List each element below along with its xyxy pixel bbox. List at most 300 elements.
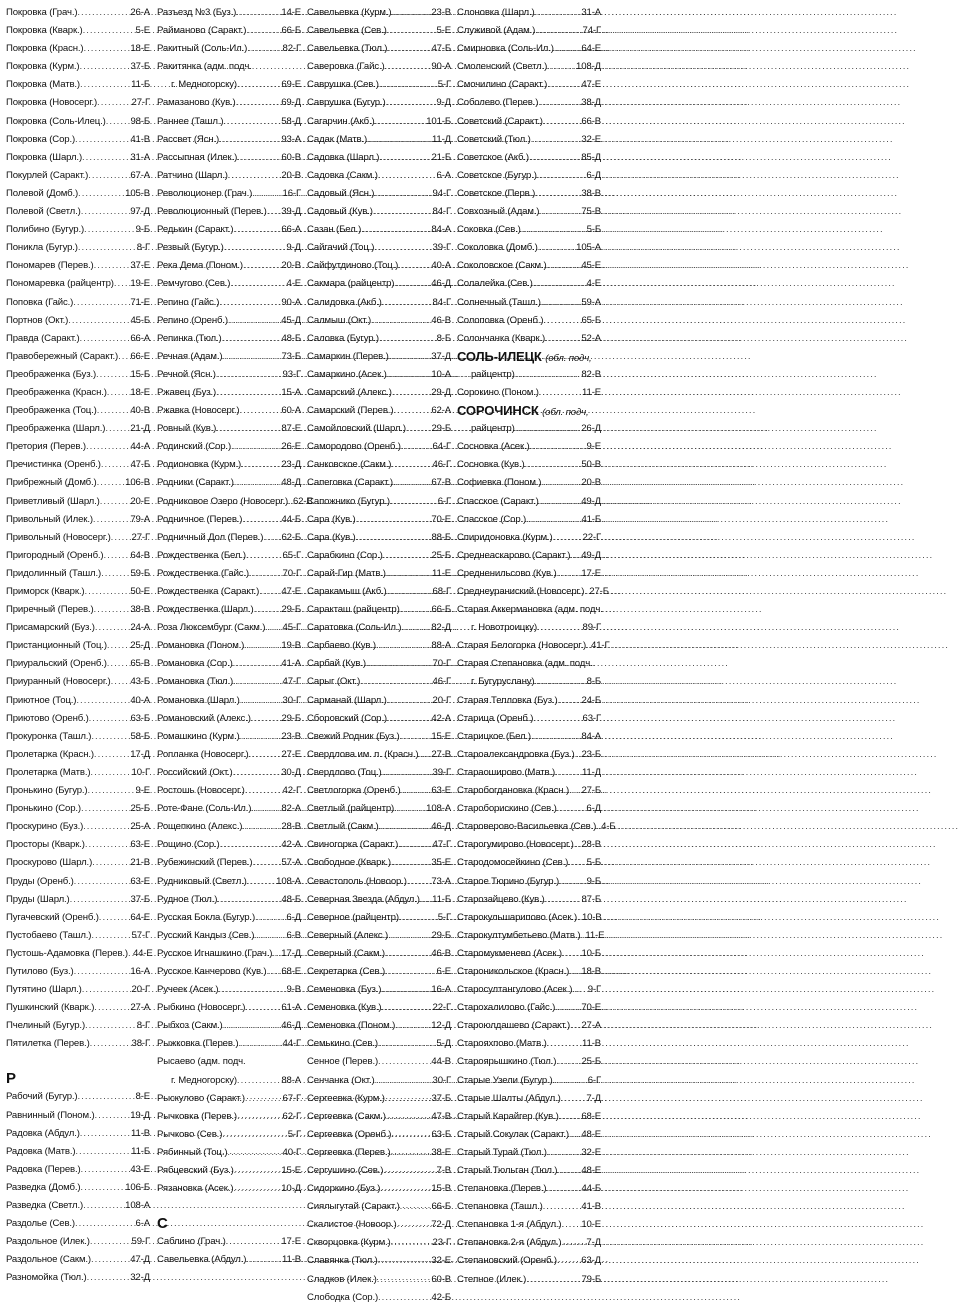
leader-dots bbox=[387, 22, 436, 40]
leader-dots bbox=[387, 692, 432, 710]
index-entry bbox=[307, 746, 451, 764]
place-name: Пролетарка (Красн.) bbox=[6, 748, 94, 760]
place-name: Среднеаскарово (Саракт.) bbox=[457, 549, 571, 561]
map-reference: 29-Б bbox=[431, 929, 451, 941]
map-reference: 63-Б bbox=[431, 1128, 451, 1140]
map-reference: 67-Г bbox=[282, 1092, 301, 1104]
place-name: Санковское (Сакм.) bbox=[307, 459, 392, 471]
index-entry bbox=[457, 474, 601, 492]
map-reference: 8-Е bbox=[135, 1091, 150, 1103]
map-reference: 44-А bbox=[130, 441, 150, 453]
leader-dots bbox=[386, 565, 431, 583]
index-entry bbox=[457, 728, 601, 746]
leader-dots bbox=[401, 782, 431, 800]
index-entry bbox=[6, 1215, 150, 1233]
index-entry bbox=[307, 999, 451, 1017]
place-name: Самарский (Алекс.) bbox=[307, 386, 392, 398]
index-entry bbox=[157, 547, 301, 565]
place-name: Пруды (Оренб.) bbox=[6, 875, 74, 887]
map-reference: 62-Б bbox=[281, 531, 301, 543]
map-reference: 59-Г bbox=[131, 1236, 150, 1248]
index-entry bbox=[307, 76, 451, 94]
place-name: Светлогорка (Оренб.) bbox=[307, 785, 401, 797]
index-entry bbox=[6, 746, 150, 764]
index-entry bbox=[307, 1271, 451, 1289]
index-entry bbox=[457, 76, 601, 94]
map-reference: 63-Д bbox=[581, 1255, 601, 1267]
leader-dots bbox=[243, 257, 280, 275]
index-entry bbox=[457, 40, 601, 58]
map-reference: 84-А bbox=[431, 224, 451, 236]
map-reference: 82-Г bbox=[282, 43, 301, 55]
place-name: Ракитный (Соль-Ил.) bbox=[157, 43, 248, 55]
index-entry bbox=[6, 945, 153, 963]
leader-dots bbox=[379, 330, 436, 348]
map-reference: 60-А bbox=[281, 405, 301, 417]
place-name: Сергеевка (Курм.) bbox=[307, 1092, 385, 1104]
map-reference: 5-Е bbox=[436, 25, 451, 37]
leader-dots bbox=[535, 4, 581, 22]
index-entry bbox=[157, 239, 301, 257]
place-name: Родинский (Сор.) bbox=[157, 441, 231, 453]
index-entry-continued bbox=[457, 619, 601, 637]
index-entry bbox=[457, 294, 601, 312]
leader-dots bbox=[374, 185, 431, 203]
index-entry bbox=[157, 113, 301, 131]
leader-dots bbox=[539, 203, 580, 221]
leader-dots bbox=[251, 710, 281, 728]
place-name: Степановка 1-я (Абдул.) bbox=[457, 1219, 562, 1231]
leader-dots bbox=[266, 963, 280, 981]
map-reference: 19-В bbox=[281, 640, 301, 652]
place-name: Разномойка (Тюл.) bbox=[6, 1272, 87, 1284]
map-reference: 101-Б bbox=[426, 115, 451, 127]
place-name: Самородово (Оренб.) bbox=[307, 441, 401, 453]
map-reference: 79-Б bbox=[581, 1273, 601, 1285]
map-reference: 24-А bbox=[130, 622, 150, 634]
leader-dots bbox=[75, 1215, 135, 1233]
leader-dots bbox=[234, 1162, 281, 1180]
place-name: Сарбай (Кув.) bbox=[307, 658, 366, 670]
place-name: Староярышкино (Тюл.) bbox=[457, 1056, 557, 1068]
map-reference: 12-Д bbox=[431, 1020, 451, 1032]
place-name: Романовский (Алекс.) bbox=[157, 712, 251, 724]
leader-dots bbox=[78, 185, 124, 203]
place-name: Старый Турай (Тюл.) bbox=[457, 1146, 547, 1158]
map-reference: 47-Г bbox=[432, 839, 451, 851]
leader-dots bbox=[387, 40, 430, 58]
index-entry bbox=[457, 927, 605, 945]
leader-dots bbox=[525, 456, 581, 474]
leader-dots bbox=[401, 619, 430, 637]
place-name: Рычково (Сев.) bbox=[157, 1128, 223, 1140]
map-reference: 66-А bbox=[130, 332, 150, 344]
map-reference: 9-В bbox=[286, 984, 301, 996]
map-reference: 15-Е bbox=[281, 1165, 301, 1176]
leader-dots bbox=[569, 963, 580, 981]
index-column-1 bbox=[6, 4, 153, 1287]
map-reference: 5-Г bbox=[287, 1128, 301, 1140]
map-reference: 11-В bbox=[582, 1038, 601, 1050]
map-reference: 29-Д bbox=[431, 386, 451, 398]
index-entry bbox=[457, 547, 601, 565]
index-entry bbox=[157, 348, 301, 366]
map-reference: 62-Г bbox=[282, 1110, 301, 1122]
leader-dots bbox=[89, 710, 130, 728]
index-entry bbox=[307, 854, 451, 872]
map-reference: 82-Д bbox=[431, 622, 451, 634]
index-entry bbox=[457, 963, 601, 981]
place-name: Рождественка (Гайс.) bbox=[157, 567, 249, 579]
map-reference: 6-Е bbox=[436, 965, 451, 977]
place-name: Сапожнико (Бугур.) bbox=[307, 495, 390, 507]
map-reference: 4-Б bbox=[601, 821, 616, 833]
place-name: Савельевка (Сев.) bbox=[307, 25, 387, 37]
leader-dots bbox=[222, 1126, 286, 1144]
map-reference: 63-Б bbox=[130, 712, 150, 724]
map-reference: 27-Б bbox=[589, 586, 609, 597]
leader-dots bbox=[93, 511, 129, 529]
place-name: Северная Звезда (Абдул.) bbox=[307, 893, 420, 905]
index-entry bbox=[457, 746, 601, 764]
leader-dots bbox=[83, 22, 135, 40]
map-reference: 46-В bbox=[431, 947, 451, 959]
place-name: Рябинный (Тоц.) bbox=[157, 1146, 228, 1158]
leader-dots bbox=[222, 330, 281, 348]
place-name: Путилово (Буз.) bbox=[6, 965, 74, 977]
index-entry bbox=[6, 456, 150, 474]
leader-dots bbox=[391, 4, 430, 22]
leader-dots bbox=[101, 565, 129, 583]
place-name: Сагарчин (Акб.) bbox=[307, 115, 375, 127]
leader-dots bbox=[375, 113, 426, 131]
index-entry bbox=[157, 836, 301, 854]
leader-dots bbox=[395, 1017, 430, 1035]
map-reference: 31-А bbox=[130, 151, 150, 163]
section-letter: С bbox=[157, 1215, 168, 1233]
map-reference: 62-А bbox=[431, 405, 451, 417]
map-reference: 38-Д bbox=[581, 97, 601, 109]
index-entry bbox=[6, 963, 150, 981]
index-entry bbox=[307, 1126, 451, 1144]
map-reference: 10-Д bbox=[281, 1183, 301, 1195]
map-reference: 10-Е bbox=[581, 1219, 601, 1231]
place-name: Просторы (Кварк.) bbox=[6, 839, 85, 851]
leader-dots bbox=[547, 58, 575, 76]
leader-dots bbox=[259, 583, 280, 601]
place-name: Раздольное (Илек.) bbox=[6, 1236, 90, 1248]
map-reference: 69-Е bbox=[281, 79, 301, 91]
leader-dots bbox=[399, 909, 437, 927]
index-entry bbox=[457, 1162, 601, 1180]
index-entry bbox=[157, 945, 301, 963]
leader-dots bbox=[111, 529, 131, 547]
map-reference: 5-Е bbox=[135, 25, 150, 37]
index-entry bbox=[6, 58, 150, 76]
leader-dots bbox=[374, 239, 431, 257]
place-name: Роте-Фане (Соль-Ил.) bbox=[157, 803, 252, 815]
place-name: Революционный (Перев.) bbox=[157, 206, 267, 218]
leader-dots bbox=[555, 764, 581, 782]
leader-dots bbox=[106, 113, 130, 131]
map-reference: 50-Е bbox=[130, 586, 150, 597]
leader-dots bbox=[245, 1090, 282, 1108]
index-entry bbox=[307, 692, 451, 710]
map-reference: 21-Д bbox=[130, 423, 150, 435]
map-reference: 75-В bbox=[581, 206, 601, 218]
index-entry bbox=[457, 1144, 601, 1162]
map-reference: 60-В bbox=[281, 151, 301, 163]
leader-dots bbox=[114, 275, 129, 293]
index-entry bbox=[157, 981, 301, 999]
index-entry bbox=[6, 655, 150, 673]
place-name: райцентр) bbox=[471, 368, 515, 380]
index-entry bbox=[457, 221, 601, 239]
place-name: Старогумирово (Новосерг.) bbox=[457, 839, 574, 851]
place-name: Рысаево (адм. подч. bbox=[157, 1056, 246, 1068]
map-reference: 5-Б bbox=[586, 857, 601, 869]
place-name: Родионовка (Курм.) bbox=[157, 459, 242, 471]
index-entry bbox=[457, 764, 601, 782]
map-reference: 48-Е bbox=[581, 1128, 601, 1140]
map-reference: 32-Д bbox=[130, 1272, 150, 1284]
leader-dots bbox=[379, 76, 437, 94]
map-reference: 5-Д bbox=[436, 1038, 451, 1050]
place-name: Сарманай (Шарл.) bbox=[307, 694, 387, 706]
place-name: Приречный (Перев.) bbox=[6, 604, 94, 616]
leader-dots bbox=[81, 203, 130, 221]
map-reference: 6-А bbox=[436, 169, 451, 181]
leader-dots bbox=[366, 655, 432, 673]
map-reference: 45-Г bbox=[282, 622, 301, 634]
index-entry bbox=[157, 456, 301, 474]
leader-dots bbox=[387, 366, 431, 384]
map-reference: 23-Д bbox=[281, 459, 301, 471]
place-name: Саврушка (Сев.) bbox=[307, 79, 379, 91]
map-reference: 88-А bbox=[431, 640, 451, 652]
index-entry bbox=[6, 474, 150, 492]
place-name: Скалистое (Новоор.) bbox=[307, 1219, 397, 1231]
leader-dots bbox=[227, 1144, 281, 1162]
map-reference: 65-Г bbox=[282, 549, 301, 561]
leader-dots bbox=[234, 474, 280, 492]
place-name: Придолинный (Ташл.) bbox=[6, 567, 102, 579]
index-entry bbox=[307, 1144, 451, 1162]
place-name: Рощепкино (Алекс.) bbox=[157, 821, 243, 833]
map-reference: 41-В bbox=[130, 133, 150, 145]
place-name: Покровка (Шарл.) bbox=[6, 151, 82, 163]
place-name: Ратчино (Шарл.) bbox=[157, 169, 228, 181]
leader-dots bbox=[233, 764, 281, 782]
leader-dots bbox=[247, 40, 281, 58]
place-name: Репино (Оренб.) bbox=[157, 314, 228, 326]
map-reference: 90-А bbox=[281, 296, 301, 308]
index-entry bbox=[6, 22, 150, 40]
place-name: Радовка (Матв.) bbox=[6, 1145, 76, 1157]
leader-dots bbox=[91, 728, 129, 746]
index-entry bbox=[457, 873, 601, 891]
leader-dots bbox=[74, 873, 130, 891]
place-name: Светлый (райцентр) bbox=[307, 803, 395, 815]
map-reference: 66-Е bbox=[130, 350, 150, 362]
map-reference: 59-А bbox=[581, 296, 601, 308]
map-reference: 40-Г bbox=[282, 1146, 301, 1158]
leader-dots bbox=[220, 836, 281, 854]
map-reference: 37-Б bbox=[431, 1092, 451, 1104]
map-reference: 106-В bbox=[125, 477, 150, 489]
index-entry bbox=[6, 94, 150, 112]
place-name: Старые Узели (Бугур.) bbox=[457, 1074, 553, 1086]
place-name: Рыбхоз (Сакм.) bbox=[157, 1020, 223, 1032]
index-entry bbox=[6, 927, 150, 945]
place-name: Приуранный (Новосерг.) bbox=[6, 676, 111, 688]
map-reference: 108-Д bbox=[576, 61, 601, 73]
index-entry bbox=[157, 1162, 301, 1180]
map-reference: 11-Б bbox=[432, 893, 451, 905]
place-name: Старая Тепловка (Буз.) bbox=[457, 694, 558, 706]
place-name: Сара (Кув.) bbox=[307, 513, 356, 525]
place-name: Приуральский (Оренб.) bbox=[6, 658, 107, 670]
map-reference: 85-Д bbox=[581, 151, 601, 163]
place-name: Сапеговка (Саракт.) bbox=[307, 477, 393, 489]
map-reference: 65-Б bbox=[581, 314, 601, 326]
leader-dots bbox=[391, 854, 430, 872]
leader-dots bbox=[226, 1233, 281, 1251]
index-entry bbox=[157, 420, 301, 438]
index-entry bbox=[157, 891, 301, 909]
leader-dots bbox=[574, 836, 581, 854]
map-reference: 67-В bbox=[431, 477, 451, 489]
map-reference: 41-Г bbox=[591, 640, 610, 652]
index-entry bbox=[6, 348, 150, 366]
index-entry bbox=[157, 692, 301, 710]
leader-dots bbox=[107, 384, 130, 402]
map-reference: 62-В bbox=[293, 495, 313, 507]
map-reference: 68-Е bbox=[281, 965, 301, 977]
index-entry bbox=[457, 1234, 601, 1252]
map-reference: 40-В bbox=[130, 405, 150, 417]
map-reference: 108-А bbox=[276, 875, 301, 887]
place-name: Советское (Бугур.) bbox=[457, 169, 537, 181]
place-name: Старый Сокулак (Саракт.) bbox=[457, 1128, 569, 1140]
index-entry bbox=[6, 511, 150, 529]
map-reference: 20-Г bbox=[432, 694, 451, 706]
map-reference: 67-А bbox=[130, 169, 150, 181]
leader-dots bbox=[539, 493, 581, 511]
map-reference: 22-Г bbox=[582, 531, 601, 543]
leader-dots bbox=[94, 746, 129, 764]
index-entry bbox=[157, 4, 301, 22]
leader-dots bbox=[383, 1162, 435, 1180]
leader-dots bbox=[90, 1233, 131, 1251]
index-entry bbox=[6, 275, 150, 293]
place-name: Ремчугово (Сев.) bbox=[157, 278, 231, 290]
place-name: Старое Тюрино (Бугур.) bbox=[457, 875, 560, 887]
index-entry bbox=[457, 1053, 601, 1071]
map-reference: 20-В bbox=[281, 169, 301, 181]
index-entry bbox=[457, 1180, 601, 1198]
index-entry bbox=[157, 402, 301, 420]
place-name: Старые Шалты (Абдул.) bbox=[457, 1092, 561, 1104]
index-entry bbox=[457, 185, 601, 203]
leader-dots bbox=[389, 348, 431, 366]
leader-dots bbox=[533, 275, 586, 293]
place-name: Сосновка (Асек.) bbox=[457, 441, 530, 453]
map-reference: 38-В bbox=[130, 604, 150, 616]
leader-dots bbox=[245, 782, 282, 800]
place-name: Правда (Саракт.) bbox=[6, 332, 80, 344]
map-reference: 16-Г bbox=[282, 187, 301, 199]
index-entry bbox=[457, 257, 601, 275]
index-entry bbox=[157, 1180, 301, 1198]
map-reference: 4-Е bbox=[286, 278, 301, 290]
leader-dots bbox=[398, 836, 431, 854]
place-name: Пролетарка (Матв.) bbox=[6, 766, 91, 778]
index-entry bbox=[6, 673, 150, 691]
map-reference: 59-Б bbox=[130, 567, 150, 579]
leader-dots bbox=[559, 873, 586, 891]
leader-dots bbox=[545, 330, 580, 348]
index-entry bbox=[157, 275, 301, 293]
map-reference: 29-Б bbox=[281, 604, 301, 616]
place-name: Покровка (Кварк.) bbox=[6, 25, 83, 37]
map-reference: 18-Е bbox=[130, 43, 150, 55]
index-entry bbox=[6, 565, 150, 583]
map-reference: 38-Е bbox=[431, 1146, 451, 1158]
index-entry bbox=[307, 565, 451, 583]
map-reference: 105-А bbox=[576, 242, 601, 254]
leader-dots bbox=[543, 312, 580, 330]
map-reference: 40-А bbox=[431, 260, 451, 272]
place-name: Садовый (Ясн.) bbox=[307, 187, 375, 199]
map-reference: 88-Б bbox=[431, 531, 451, 543]
place-name: Разведка (Светл.) bbox=[6, 1200, 84, 1211]
place-name: Сенчанка (Окт.) bbox=[307, 1074, 375, 1086]
index-entry bbox=[307, 637, 451, 655]
place-name: Староалександровка (Буз.) bbox=[457, 748, 575, 760]
place-name: Сарабкино (Сор.) bbox=[307, 549, 383, 561]
place-name: Садовка (Шарл.) bbox=[307, 151, 380, 163]
index-entry bbox=[457, 782, 601, 800]
index-entry bbox=[307, 1180, 451, 1198]
place-name: Спасское (Сор.) bbox=[457, 513, 527, 525]
index-entry bbox=[6, 818, 150, 836]
leader-dots bbox=[95, 619, 129, 637]
map-reference: 82-В bbox=[581, 368, 601, 380]
index-entry bbox=[6, 529, 150, 547]
map-reference: 6-Г bbox=[437, 495, 451, 507]
place-name: Смочилино (Саракт.) bbox=[457, 79, 548, 91]
map-reference: 25-Б bbox=[581, 1056, 601, 1068]
place-name: Староборискино (Сев.) bbox=[457, 803, 557, 815]
leader-dots bbox=[538, 239, 575, 257]
leader-dots bbox=[377, 1271, 431, 1289]
index-entry bbox=[307, 1053, 451, 1071]
place-name: Пчелиный (Бугур.) bbox=[6, 1020, 85, 1032]
leader-dots bbox=[388, 927, 430, 945]
place-name: Ручеек (Асек.) bbox=[157, 984, 219, 996]
place-name: Садак (Матв.) bbox=[307, 133, 367, 145]
index-entry-continued bbox=[457, 673, 601, 691]
leader-dots bbox=[87, 1269, 130, 1287]
index-entry bbox=[6, 1161, 150, 1179]
leader-dots bbox=[559, 1108, 581, 1126]
index-entry bbox=[307, 185, 451, 203]
place-name: Семькино (Сев.) bbox=[307, 1038, 378, 1050]
place-name: Сайфутдиново (Тоц.) bbox=[307, 260, 399, 272]
leader-dots bbox=[385, 963, 435, 981]
map-reference: 46-Д bbox=[431, 278, 451, 290]
